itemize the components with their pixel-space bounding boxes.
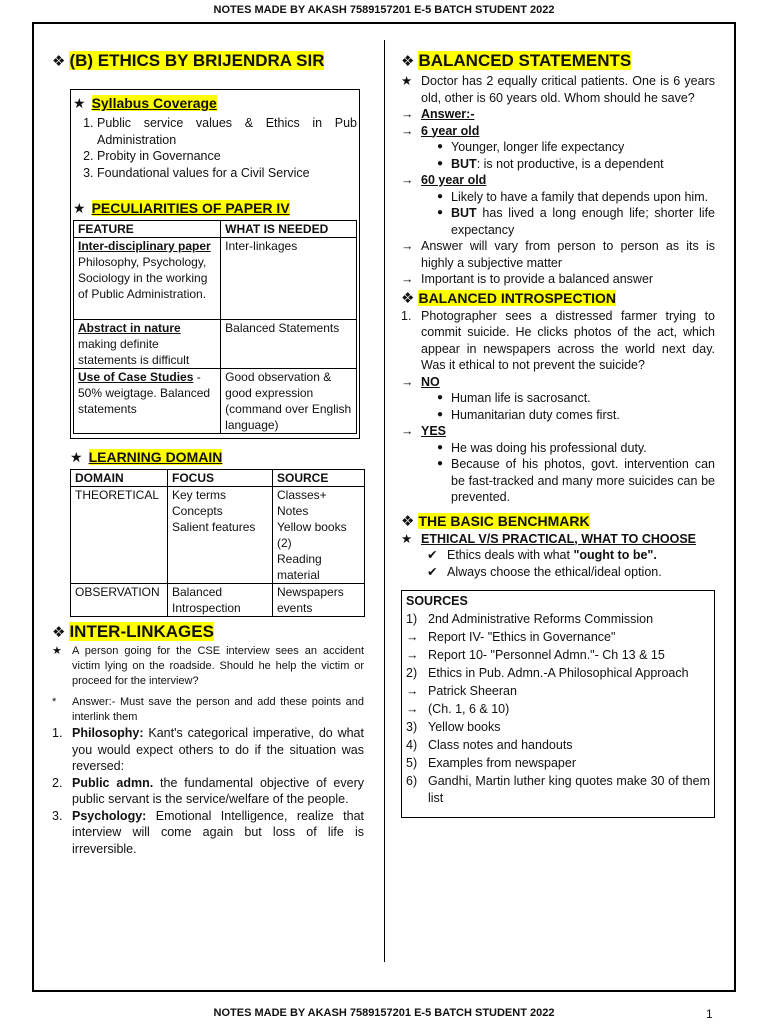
main-title: ❖ (B) ETHICS BY BRIJENDRA SIR (52, 51, 325, 70)
interlinkage-point: 3. Psychology: Emotional Intelligence, realize that interview will come again but loss of life is irreversible. (52, 808, 365, 856)
dot-bullet-icon: ● (436, 392, 444, 403)
peculiarities-table (73, 220, 357, 434)
star-bullet-icon: ★ (73, 200, 86, 216)
table-row (74, 238, 357, 320)
list-item: 2. Probity in Governance (97, 148, 357, 165)
arrow-icon: → (401, 107, 414, 121)
arrow-icon: → (401, 173, 414, 187)
list-item: ● Likely to have a family that depends upon him. (401, 189, 715, 206)
syllabus-peculiarities-box (70, 89, 360, 439)
peculiarities-heading: ★ PECULIARITIES OF PAPER IV (73, 200, 290, 216)
page-number: 1 (706, 1007, 713, 1021)
list-item: ✔ Always choose the ethical/ideal option. (427, 564, 662, 579)
column-header: WHAT IS NEEDED (221, 221, 357, 238)
interlinkages-answer: * Answer:- Must save the person and add these points and interlink them (52, 696, 364, 723)
table-row (71, 487, 365, 584)
diamond-bullet-icon: ❖ (401, 512, 415, 530)
star-bullet-icon: ★ (52, 645, 62, 657)
checkmark-icon: ✔ (427, 564, 438, 579)
list-item: 1. Public service values & Ethics in Pub Administration (97, 115, 357, 148)
balanced-introspection-heading: ❖ BALANCED INTROSPECTION (401, 289, 617, 307)
source-item: 4) Class notes and handouts (406, 737, 573, 752)
source-item: 2) Ethics in Pub. Admn.-A Philosophical Approach (406, 665, 689, 680)
list-item: ● BUT: is not productive, is a dependent (401, 156, 715, 173)
arrow-icon: → (401, 123, 414, 138)
page-header: NOTES MADE BY AKASH 7589157201 E-5 BATCH STUDENT 2022 (213, 4, 555, 16)
list-item: ✔ Ethics deals with what "ought to be". (427, 548, 657, 562)
interlinkages-heading: ❖ INTER-LINKAGES (52, 622, 214, 641)
source-item: 5) Examples from newspaper (406, 755, 576, 770)
list-item: 3. Foundational values for a Civil Service (97, 165, 357, 182)
table-row (74, 369, 357, 434)
balanced-statements-heading: ❖ BALANCED STATEMENTS (401, 51, 632, 70)
introspection-question: 1. Photographer sees a distressed farmer trying to commit suicide. He clicks photos of the act, which appear in newspapers across the world next day. Was it ethical to not prevent the suicide? (401, 308, 715, 372)
learning-table (70, 469, 365, 617)
arrow-icon: → (401, 374, 414, 389)
column-header: FOCUS (168, 470, 273, 487)
syllabus-heading: ★ Syllabus Coverage (73, 95, 217, 111)
table-cell: Abstract in nature making definite statements is difficult (74, 320, 221, 369)
table-row (71, 584, 365, 617)
table-header-row (74, 221, 357, 238)
balanced-question: ★ Doctor has 2 equally critical patients. One is 6 years old, other is 60 years old. Whom should he save? (401, 74, 715, 105)
left-column (52, 50, 364, 857)
table-cell: Use of Case Studies - 50% weigtage. Balanced statements (74, 369, 221, 434)
table-cell: Balanced Introspection (168, 584, 273, 617)
dot-bullet-icon: ● (436, 441, 444, 453)
source-item: → Patrick Sheeran (406, 683, 517, 698)
source-item: 3) Yellow books (406, 719, 501, 734)
star-bullet-icon: ★ (70, 449, 83, 465)
sources-box (401, 590, 715, 818)
arrow-icon: → (401, 239, 414, 253)
arrow-icon: → (401, 424, 414, 438)
diamond-bullet-icon: ❖ (401, 289, 415, 307)
column-divider (384, 40, 385, 962)
table-cell: Inter-disciplinary paper Philosophy, Psychology, Sociology in the working of Public Administration. (74, 238, 221, 320)
sources-list (406, 611, 710, 807)
asterisk-bullet-icon: * (52, 696, 57, 708)
list-item: ● Human life is sacrosanct. (401, 390, 715, 407)
table-cell: THEORETICAL (71, 487, 168, 584)
dot-bullet-icon: ● (436, 157, 444, 169)
table-cell: Good observation & good expression (command over English language) (221, 369, 357, 434)
source-item: → Report 10- "Personnel Admn."- Ch 13 & 15 (406, 647, 665, 662)
list-item: ● Because of his photos, govt. intervention can be fast-tracked and many more suicides can be prevented. (401, 456, 715, 506)
table-cell: Key terms Concepts Salient features (168, 487, 273, 584)
list-item: ● BUT has lived a long enough life; shorter life expectancy (401, 205, 715, 238)
source-item: 6) Gandhi, Martin luther king quotes make 30 of them list (406, 773, 710, 805)
interlinkage-point: 1. Philosophy: Kant's categorical imperative, do what you would expect others to do if the situation was reversed: (52, 726, 364, 773)
table-row (74, 320, 357, 369)
list-item: ● Younger, longer life expectancy (401, 139, 715, 156)
sources-heading: SOURCES (406, 594, 468, 608)
table-cell: OBSERVATION (71, 584, 168, 617)
diamond-bullet-icon: ❖ (401, 53, 415, 70)
arrow-icon: → (401, 272, 414, 286)
interlinkage-point: 2. Public admn. the fundamental objective of every public servant is the service/welfare of the people. (52, 775, 364, 806)
syllabus-list (73, 115, 357, 181)
table-cell: Classes+ Notes Yellow books (2) Reading material (273, 487, 365, 584)
star-bullet-icon: ★ (73, 95, 86, 111)
column-header: DOMAIN (71, 470, 168, 487)
column-header: FEATURE (74, 221, 221, 238)
diamond-bullet-icon: ❖ (52, 624, 66, 641)
list-item: ● Humanitarian duty comes first. (401, 407, 715, 424)
benchmark-heading: ❖ THE BASIC BENCHMARK (401, 512, 590, 530)
dot-bullet-icon: ● (436, 408, 444, 420)
checkmark-icon: ✔ (427, 548, 438, 562)
learning-heading: ★ LEARNING DOMAIN (70, 449, 223, 465)
column-header: SOURCE (273, 470, 365, 487)
list-item: ● He was doing his professional duty. (401, 440, 715, 457)
dot-bullet-icon: ● (436, 190, 444, 202)
dot-bullet-icon: ● (436, 458, 444, 469)
source-item: → Report IV- "Ethics in Governance" (406, 629, 616, 644)
right-column: ❖ BALANCED STATEMENTS ★ Doctor has 2 equally critical patients. One is 6 years old, other is 60 years old. Whom should he save? → Answer:- → 6 year old ● Younger, longer life expectancy ● BUT: is not productive, is a dependent → 60 year old ● Likely to have a family that depends upon him. ● BUT has lived a long enough life; shorter life expectancy → Answer will vary from person to person as its is highly a subjective matter → Important is to provide a balanced answer ❖ BALANCED INTROSPECTION 1. Photographer sees a distressed farmer trying to commit suicide. He clicks photos of the act, which appear in newspapers across the world next day. Was it ethical to not prevent the suicide? → NO ● Human life is sacrosanct. ● Humanitarian duty comes first. → YES ● He was doing his professional duty. ● Because of his photos, govt. intervention can be fast-tracked and many more suicides can be prevented. ❖ THE BASIC BENCHMARK ★ ETHICAL V/S PRACTICAL, WHAT TO CHOOSE ✔ Ethics deals with what "ought to be". ✔ Always choose the ethical/ideal option. SOURCES 1) 2nd Administrative Reforms Commission → Report IV- "Ethics in Governance" → Report 10- "Personnel Admn."- Ch 13 & 15 2) Ethics in Pub. Admn.-A Philosophical Approach → Patrick Sheeran → (Ch. 1, 6 & 10) 3) Yellow books 4) Class notes and handouts 5) Examples from newspaper 6) Gandhi, Martin luther king quotes make 30 of them list (401, 50, 715, 818)
table-header-row (71, 470, 365, 487)
table-cell: Newspapers events (273, 584, 365, 617)
star-bullet-icon: ★ (401, 74, 413, 88)
interlinkages-question: ★ A person going for the CSE interview sees an accident victim lying on the roadside. Should he help the victim or proceed for the interview? (52, 645, 364, 687)
source-item: 1) 2nd Administrative Reforms Commission (406, 611, 654, 626)
star-bullet-icon: ★ (401, 531, 413, 546)
table-cell: Inter-linkages (221, 238, 357, 320)
table-cell: Balanced Statements (221, 320, 357, 369)
dot-bullet-icon: ● (436, 207, 444, 218)
page-footer: NOTES MADE BY AKASH 7589157201 E-5 BATCH STUDENT 2022 (213, 1007, 555, 1019)
diamond-bullet-icon: ❖ (52, 53, 66, 70)
source-item: → (Ch. 1, 6 & 10) (406, 701, 510, 716)
dot-bullet-icon: ● (436, 141, 444, 152)
